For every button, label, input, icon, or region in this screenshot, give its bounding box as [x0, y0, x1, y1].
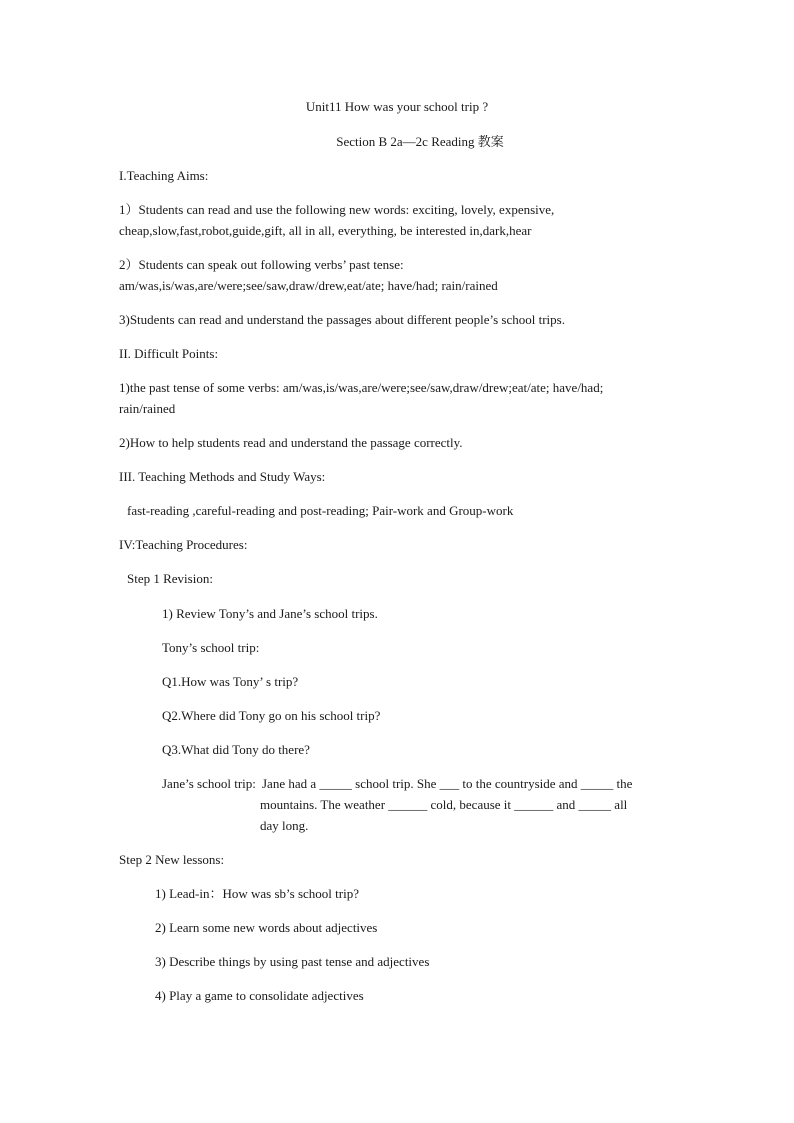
difficult-item-1-line-2: rain/rained [119, 401, 176, 416]
step2-item-4: 4) Play a game to consolidate adjectives [155, 988, 364, 1003]
step1-question-2: Q2.Where did Tony go on his school trip? [162, 708, 381, 723]
procedures-heading: IV:Teaching Procedures: [119, 537, 248, 552]
document-title: Unit11 How was your school trip ? [305, 99, 489, 114]
methods-text: fast-reading ,careful-reading and post-reading; Pair-work and Group-work [127, 503, 514, 518]
aims-item-3: 3)Students can read and understand the passages about different people’s school trips. [119, 312, 565, 327]
step1-jane-label: Jane’s school trip: [162, 776, 256, 791]
step1-tony-label: Tony’s school trip: [162, 640, 260, 655]
methods-heading: III. Teaching Methods and Study Ways: [119, 469, 326, 484]
step1-jane-line-1: Jane had a _____ school trip. She ___ to the countryside and _____ the [262, 776, 633, 791]
step2-heading: Step 2 New lessons: [119, 852, 225, 867]
document-subtitle: Section B 2a—2c Reading 教案 [336, 134, 504, 149]
step2-item-2: 2) Learn some new words about adjectives [155, 920, 378, 935]
step1-question-1: Q1.How was Tony’ s trip? [162, 674, 299, 689]
difficult-heading: II. Difficult Points: [119, 346, 219, 361]
aims-heading: I.Teaching Aims: [119, 168, 209, 183]
aims-item-2-line-1: 2）Students can speak out following verbs’ past tense: [119, 257, 404, 272]
step1-jane-line-3: day long. [260, 818, 309, 833]
aims-item-2-line-2: am/was,is/was,are/were;see/saw,draw/drew,eat/ate; have/had; rain/rained [119, 278, 498, 293]
step1-heading: Step 1 Revision: [127, 571, 213, 586]
step2-item-3: 3) Describe things by using past tense and adjectives [155, 954, 430, 969]
aims-item-1-line-1: 1）Students can read and use the following new words: exciting, lovely, expensive, [119, 202, 555, 217]
step2-item-1: 1) Lead-in：How was sb’s school trip? [155, 886, 359, 901]
aims-item-1-line-2: cheap,slow,fast,robot,guide,gift, all in all, everything, be interested in,dark,hear [119, 223, 532, 238]
step1-question-3: Q3.What did Tony do there? [162, 742, 310, 757]
step1-review: 1) Review Tony’s and Jane’s school trips. [162, 606, 378, 621]
difficult-item-1-line-1: 1)the past tense of some verbs: am/was,is/was,are/were;see/saw,draw/drew;eat/ate; have/had; [119, 380, 604, 395]
difficult-item-2: 2)How to help students read and understand the passage correctly. [119, 435, 463, 450]
step1-jane-line-2: mountains. The weather ______ cold, because it ______ and _____ all [260, 797, 628, 812]
